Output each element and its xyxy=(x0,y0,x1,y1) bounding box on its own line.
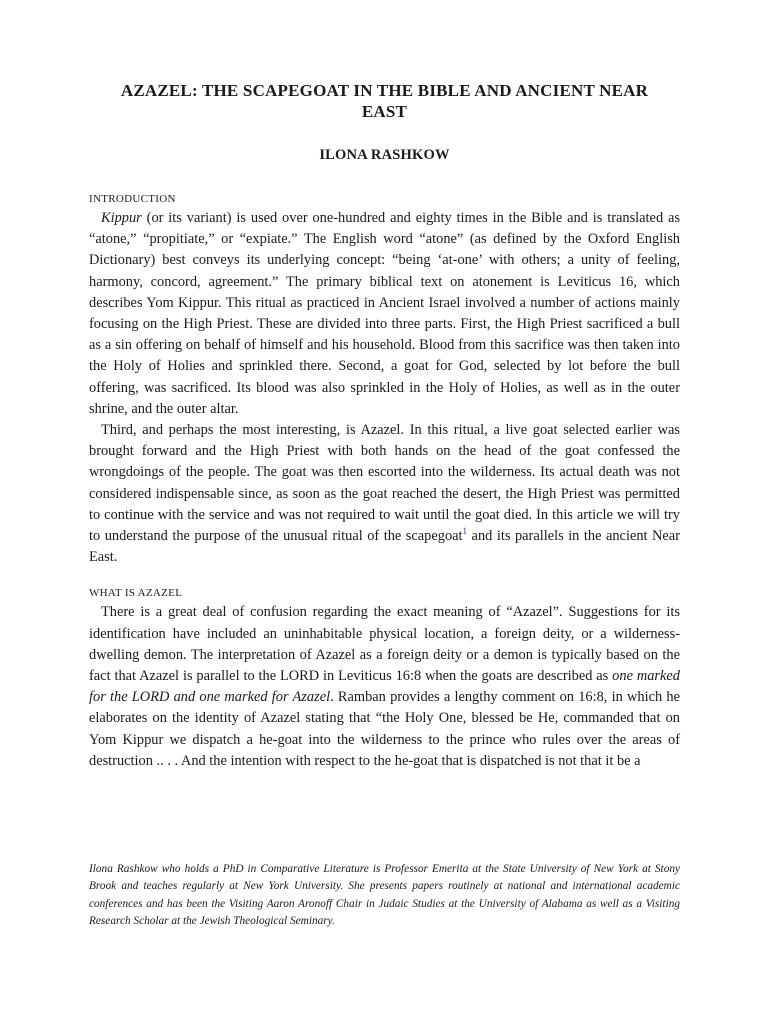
paragraph-text: (or its variant) is used over one-hundred and eighty times in the Bible and is translated as “atone,” “propitiate,” or “expiate.” The English word “atone” (as defined by the Oxford English Dictionary) best conveys its underlying concept: “being ‘at-one’ with others; a unity of feeling, harmony, concord, agreement.” The primary biblical text on atonement is Leviticus 16, which describes Yom Kippur. This ritual as practiced in Ancient Israel involved a number of actions mainly focusing on the High Priest. These are divided into three parts. First, the High Priest sacrificed a bull as a sin offering on behalf of himself and his household. Blood from this sacrifice was then taken into the Holy of Holies and sprinkled there. Second, a goat for God, selected by lot before the bull offering, was sacrificed. Its blood was also sprinkled in the Holy of Holies, as well as in the outer shrine, and the outer altar. xyxy=(89,210,680,417)
paragraph xyxy=(89,602,680,772)
article-page xyxy=(89,80,680,772)
paragraph-text: and its parallels in the ancient Near East. xyxy=(89,528,680,566)
paragraph-text: Third, and perhaps the most interesting, is Azazel. In this ritual, a live goat selected earlier was brought forward and the High Priest with both hands on the head of the goat confessed the wrongdoings of the people. The goat was then escorted into the wilderness. Its actual death was not considered indispensable since, as soon as the goat reached the desert, the High Priest was permitted to continue with the service and was not required to wait until the goat died. In this article we will try to understand the purpose of the unusual ritual of the scapegoat xyxy=(89,422,680,545)
paragraph-text: There is a great deal of confusion regarding the exact meaning of “Azazel”. Suggestions for its identification have included an uninhabitable physical location, a foreign deity, or a wilderness-dwelling demon. The interpretation of Azazel as a foreign deity or a demon is typically based on the fact that Azazel is parallel to the LORD in Leviticus 16:8 when the goats are described as xyxy=(89,604,680,685)
article-title: AZAZEL: THE SCAPEGOAT IN THE BIBLE AND ANCIENT NEAR EAST xyxy=(120,81,649,121)
section-heading-introduction: INTRODUCTION xyxy=(89,193,176,205)
footnote-reference[interactable]: 1 xyxy=(462,526,468,537)
author-name: ILONA RASHKOW xyxy=(319,147,450,163)
paragraph xyxy=(89,420,680,568)
italic-term: Kippur xyxy=(101,210,142,226)
italic-quote: one marked for the LORD and one marked for Azazel xyxy=(89,668,680,706)
author-footnote: Ilona Rashkow who holds a PhD in Comparative Literature is Professor Emerita at the State University of New York at Stony Brook and teaches regularly at New York University. She presents papers routinely at national and international academic conferences and has been the Visiting Aaron Aronoff Chair in Judaic Studies at the University of Alabama as well as a Visiting Research Scholar at the Jewish Theological Seminary. xyxy=(89,863,680,928)
paragraph xyxy=(89,208,680,420)
section-heading-what-is-azazel: WHAT IS AZAZEL xyxy=(89,587,183,600)
paragraph-text: . Ramban provides a lengthy comment on 16:8, in which he elaborates on the identity of Azazel stating that “the Holy One, blessed be He, commanded that on Yom Kippur we dispatch a he-goat into the wilderness to the prince who rules over the areas of destruction .. . . And the intention with respect to the he-goat that is dispatched is not that it be a xyxy=(89,689,680,769)
